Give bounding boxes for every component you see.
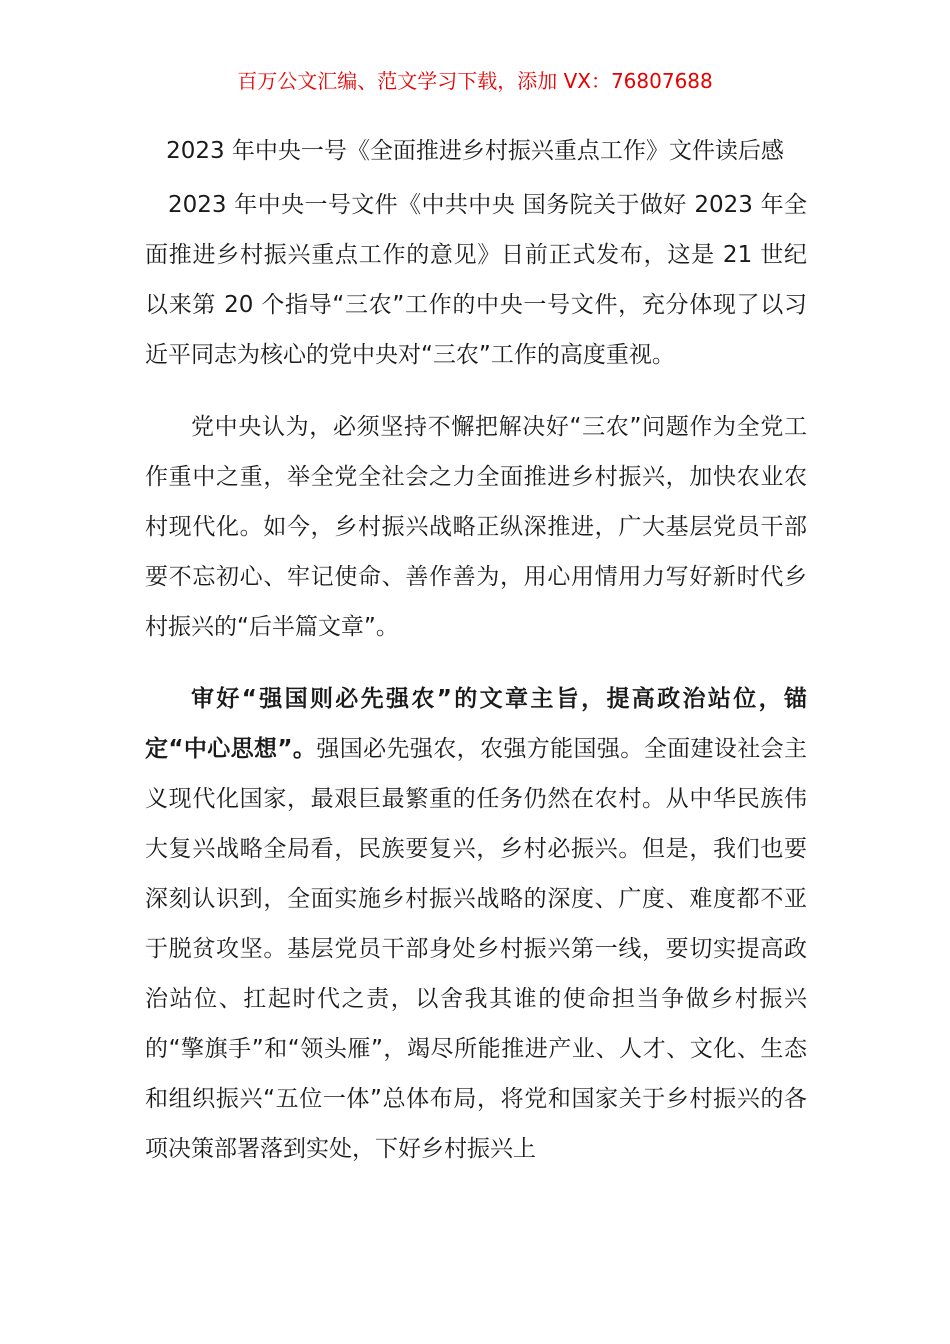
paragraph-3 [145,674,807,1174]
paragraph-1: 2023 年中央一号文件《中共中央 国务院关于做好 2023 年全面推进乡村振兴重点工作的意见》日前正式发布，这是 21 世纪以来第 20 个指导“三农”工作的中央一号文件，充分体现了以习近平同志为核心的党中央对“三农”工作的高度重视。 [145,192,807,368]
paragraph-3-bold-lead: 审好“强国则必先强农”的文章主旨，提高政治站位，锚定“中心思想”。 [145,686,807,762]
paragraph-2: 党中央认为，必须坚持不懈把解决好“三农”问题作为全党工作重中之重，举全党全社会之力全面推进乡村振兴，加快农业农村现代化。如今，乡村振兴战略正纵深推进，广大基层党员干部要不忘初心、牢记使命、善作善为，用心用情用力写好新时代乡村振兴的“后半篇文章”。 [145,414,807,640]
document-title: 2023 年中央一号《全面推进乡村振兴重点工作》文件读后感 [166,138,784,164]
paragraph-3-body: 强国必先强农，农强方能国强。全面建设社会主义现代化国家，最艰巨最繁重的任务仍然在农村。从中华民族伟大复兴战略全局看，民族要复兴，乡村必振兴。但是，我们也要深刻认识到，全面实施乡村振兴战略的深度、广度、难度都不亚于脱贫攻坚。基层党员干部身处乡村振兴第一线，要切实提高政治站位、扛起时代之责，以舍我其谁的使命担当争做乡村振兴的“擎旗手”和“领头雁”，竭尽所能推进产业、人才、文化、生态和组织振兴“五位一体”总体布局，将党和国家关于乡村振兴的各项决策部署落到实处，下好乡村振兴上 [145,736,808,1162]
header-banner: 百万公文汇编、范文学习下载，添加 VX：76807688 [237,69,713,93]
